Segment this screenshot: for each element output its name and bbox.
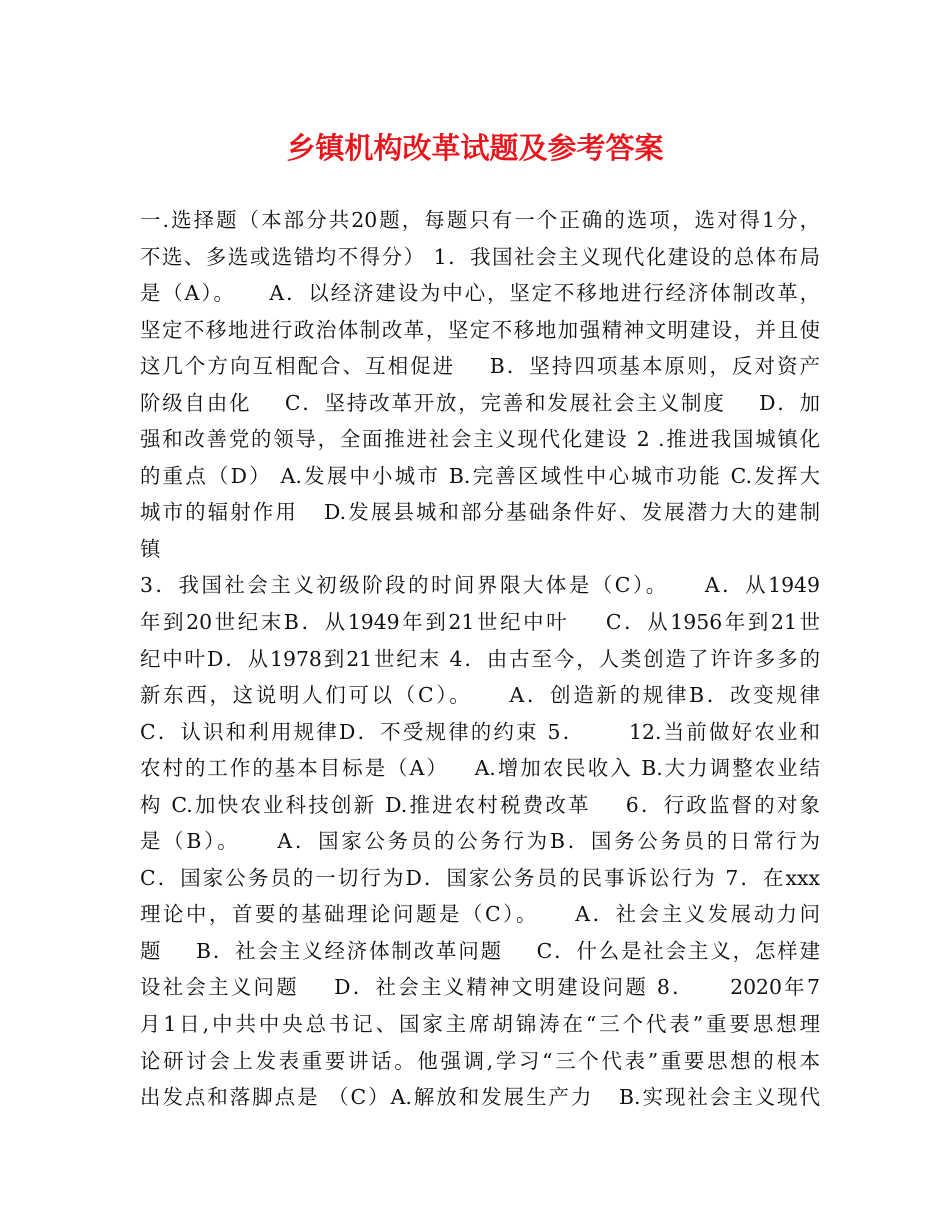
body-line: C．国家公务员的一切行为D．国家公务员的民事诉讼行为 7．在xxx <box>140 865 820 890</box>
body-line: 出发点和落脚点是 （C）A.解放和发展生产力 B.实现社会主义现代 <box>140 1085 820 1110</box>
document-title: 乡镇机构改革试题及参考答案 <box>286 131 664 165</box>
body-line: 城市的辐射作用 D.发展县城和部分基础条件好、发展潜力大的建制 <box>140 500 820 525</box>
document-body <box>140 202 820 1116</box>
body-line: 一.选择题（本部分共20题，每题只有一个正确的选项，选对得1分， <box>140 208 820 232</box>
body-line: 阶级自由化 C．坚持改革开放，完善和发展社会主义制度 D．加 <box>140 390 820 415</box>
body-line: 论研讨会上发表重要讲话。他强调,学习“三个代表”重要思想的根本 <box>140 1048 820 1073</box>
body-line: 月1日,中共中央总书记、国家主席胡锦涛在“三个代表”重要思想理 <box>140 1012 820 1037</box>
body-line: 3．我国社会主义初级阶段的时间界限大体是（C）。 A．从1949 <box>140 573 820 598</box>
body-line: 年到20世纪末B．从1949年到21世纪中叶 C．从1956年到21世 <box>140 610 820 635</box>
body-line: 的重点（D） A.发展中小城市 B.完善区域性中心城市功能 C.发挥大 <box>140 463 820 488</box>
body-line: 题 B．社会主义经济体制改革问题 C．什么是社会主义，怎样建 <box>140 938 820 963</box>
body-line: 这几个方向互相配合、互相促进 B．坚持四项基本原则，反对资产 <box>140 354 820 379</box>
body-line: 不选、多选或选错均不得分） 1．我国社会主义现代化建设的总体布局 <box>140 244 820 269</box>
body-line: 是（B）。 A．国家公务员的公务行为B．国务公务员的日常行为 <box>140 829 820 854</box>
body-line: 新东西，这说明人们可以（C）。 A．创造新的规律B．改变规律 <box>140 683 820 708</box>
body-line: 纪中叶D．从1978到21世纪末 4．由古至今，人类创造了许许多多的 <box>140 646 820 671</box>
body-line: 理论中，首要的基础理论问题是（C）。 A．社会主义发展动力问 <box>140 902 820 927</box>
body-line: 构 C.加快农业科技创新 D.推进农村税费改革 6．行政监督的对象 <box>140 792 820 817</box>
body-line: C．认识和利用规律D．不受规律的约束 5． 12.当前做好农业和 <box>140 719 820 744</box>
body-line: 镇 <box>140 536 161 561</box>
body-line: 农村的工作的基本目标是（A） A.增加农民收入 B.大力调整农业结 <box>140 756 820 781</box>
body-line: 坚定不移地进行政治体制改革，坚定不移地加强精神文明建设，并且使 <box>140 317 820 342</box>
body-line: 是（A）。 A．以经济建设为中心，坚定不移地进行经济体制改革， <box>140 281 820 306</box>
body-line: 设社会主义问题 D．社会主义精神文明建设问题 8． 2020年7 <box>140 975 820 1000</box>
body-line: 强和改善党的领导，全面推进社会主义现代化建设 2 .推进我国城镇化 <box>140 427 820 452</box>
